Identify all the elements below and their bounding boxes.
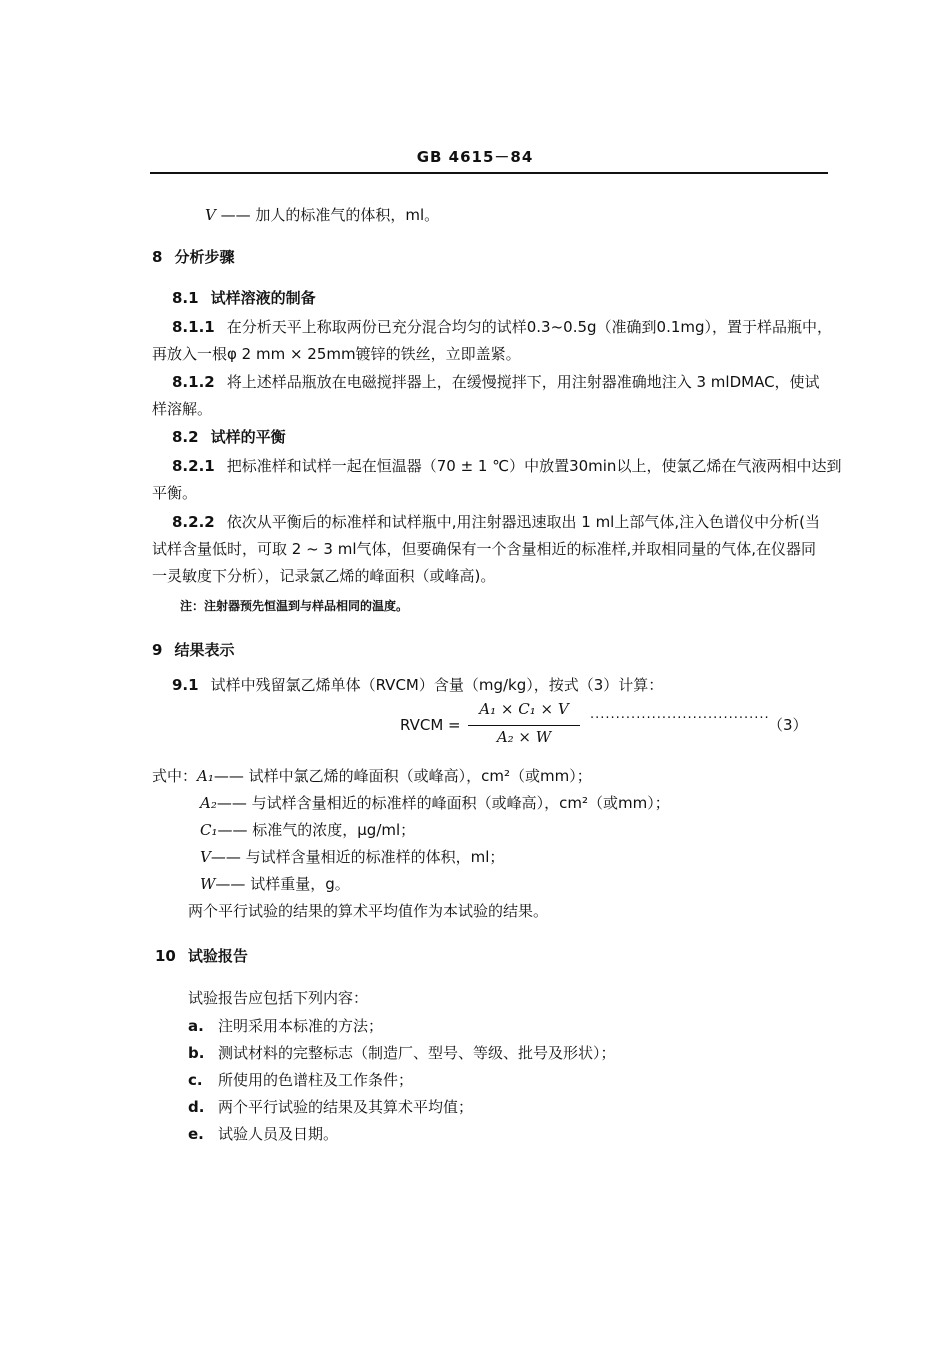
var-desc: —— 与试样含量相近的标准样的峰面积（或峰高），cm²（或mm）； bbox=[216, 794, 670, 812]
section-number: 9 bbox=[152, 641, 163, 659]
where-line-4 bbox=[200, 846, 504, 868]
var-symbol: V bbox=[200, 848, 211, 866]
section-10-heading bbox=[155, 945, 248, 967]
item-label: d. bbox=[188, 1098, 205, 1116]
section-number: 8.2 bbox=[172, 428, 199, 446]
where-line-2 bbox=[200, 792, 670, 814]
var-desc: —— 与试样含量相近的标准样的体积，ml； bbox=[210, 848, 505, 866]
section-8-2-heading bbox=[172, 426, 286, 448]
item-label: e. bbox=[188, 1125, 204, 1143]
para-text: 试样中残留氯乙烯单体（RVCM）含量（mg/kg），按式（3）计算： bbox=[210, 676, 664, 694]
item-text: 测试材料的完整标志（制造厂、型号、等级、批号及形状）； bbox=[218, 1044, 616, 1062]
para-8-2-1-line1 bbox=[172, 455, 841, 477]
section-title: 试样溶液的制备 bbox=[210, 289, 316, 307]
note: 注：注射器预先恒温到与样品相同的温度。 bbox=[180, 599, 409, 613]
report-item bbox=[188, 1015, 383, 1037]
result-statement: 两个平行试验的结果的算术平均值作为本试验的结果。 bbox=[188, 902, 549, 920]
var-symbol: A₁ bbox=[197, 767, 214, 785]
header-rule bbox=[150, 172, 828, 174]
para-8-1-1-line2: 再放入一根φ 2 mm × 25mm镀锌的铁丝，立即盖紧。 bbox=[152, 345, 521, 363]
section-8-heading bbox=[152, 246, 234, 268]
section-title: 结果表示 bbox=[174, 641, 235, 659]
var-symbol: A₂ bbox=[200, 794, 217, 812]
section-8-1-heading bbox=[172, 287, 316, 309]
item-text: 试验人员及日期。 bbox=[218, 1125, 339, 1143]
para-text: 将上述样品瓶放在电磁搅拌器上，在缓慢搅拌下，用注射器准确地注入 3 mlDMAC，使试 bbox=[226, 373, 820, 391]
var-symbol: W bbox=[200, 875, 216, 893]
item-text: 所使用的色谱柱及工作条件； bbox=[218, 1071, 414, 1089]
formula-lhs: RVCM = bbox=[400, 716, 461, 734]
clause-number: 8.2.1 bbox=[172, 457, 215, 475]
where-line-3 bbox=[200, 819, 415, 841]
para-text: 把标准样和试样一起在恒温器（70 ± 1 ℃）中放置30min以上，使氯乙烯在气液两相中达到 bbox=[226, 457, 842, 475]
clause-number: 8.1.1 bbox=[172, 318, 215, 336]
var-desc: —— 试样中氯乙烯的峰面积（或峰高），cm²（或mm）； bbox=[213, 767, 592, 785]
section-number: 8.1 bbox=[172, 289, 199, 307]
formula-numerator: A₁ × C₁ × V bbox=[479, 700, 569, 718]
report-item bbox=[188, 1096, 473, 1118]
para-8-1-2-line1 bbox=[172, 371, 820, 393]
formula-leader-dots: ··································· bbox=[590, 711, 770, 726]
var-desc: —— 试样重量，g。 bbox=[215, 875, 350, 893]
var-symbol: V bbox=[205, 206, 216, 224]
para-8-1-2-line2: 样溶解。 bbox=[152, 400, 213, 418]
clause-number: 9.1 bbox=[172, 676, 199, 694]
item-text: 两个平行试验的结果及其算术平均值； bbox=[218, 1098, 474, 1116]
clause-number: 8.1.2 bbox=[172, 373, 215, 391]
para-8-2-2-line2: 试样含量低时，可取 2 ~ 3 ml气体，但要确保有一个含量相近的标准样,并取相同量的气体,在仪器同 bbox=[152, 540, 817, 558]
where-lead: 式中： bbox=[152, 767, 198, 785]
para-9-1 bbox=[172, 674, 663, 696]
report-intro: 试验报告应包括下列内容： bbox=[188, 989, 369, 1007]
item-label: b. bbox=[188, 1044, 205, 1062]
where-line-1 bbox=[152, 765, 592, 787]
report-item bbox=[188, 1042, 616, 1064]
formula-denominator: A₂ × W bbox=[496, 728, 552, 746]
report-item bbox=[188, 1069, 413, 1091]
var-desc: —— 加人的标准气的体积，ml。 bbox=[220, 206, 440, 224]
section-number: 10 bbox=[155, 947, 176, 965]
section-number: 8 bbox=[152, 248, 163, 266]
where-line-5 bbox=[200, 873, 350, 895]
page-header: GB 4615－84 bbox=[416, 148, 534, 166]
item-text: 注明采用本标准的方法； bbox=[218, 1017, 384, 1035]
para-text: 在分析天平上称取两份已充分混合均匀的试样0.3~0.5g（准确到0.1mg），置于样品瓶中， bbox=[226, 318, 833, 336]
section-title: 试验报告 bbox=[187, 947, 248, 965]
section-title: 分析步骤 bbox=[174, 248, 235, 266]
clause-number: 8.2.2 bbox=[172, 513, 215, 531]
para-8-2-2-line1 bbox=[172, 511, 820, 533]
section-title: 试样的平衡 bbox=[210, 428, 286, 446]
var-v-line bbox=[205, 204, 439, 226]
fraction-bar bbox=[468, 725, 580, 726]
var-symbol: C₁ bbox=[200, 821, 218, 839]
item-label: c. bbox=[188, 1071, 203, 1089]
equation-number: （3） bbox=[768, 716, 808, 734]
report-item bbox=[188, 1123, 338, 1145]
para-text: 依次从平衡后的标准样和试样瓶中,用注射器迅速取出 1 ml上部气体,注入色谱仪中分析(当 bbox=[226, 513, 820, 531]
section-9-heading bbox=[152, 639, 234, 661]
var-desc: —— 标准气的浓度，μg/ml； bbox=[217, 821, 416, 839]
para-8-2-2-line3: 一灵敏度下分析），记录氯乙烯的峰面积（或峰高)。 bbox=[152, 567, 496, 585]
para-8-2-1-line2: 平衡。 bbox=[152, 484, 198, 502]
item-label: a. bbox=[188, 1017, 204, 1035]
para-8-1-1-line1 bbox=[172, 316, 832, 338]
